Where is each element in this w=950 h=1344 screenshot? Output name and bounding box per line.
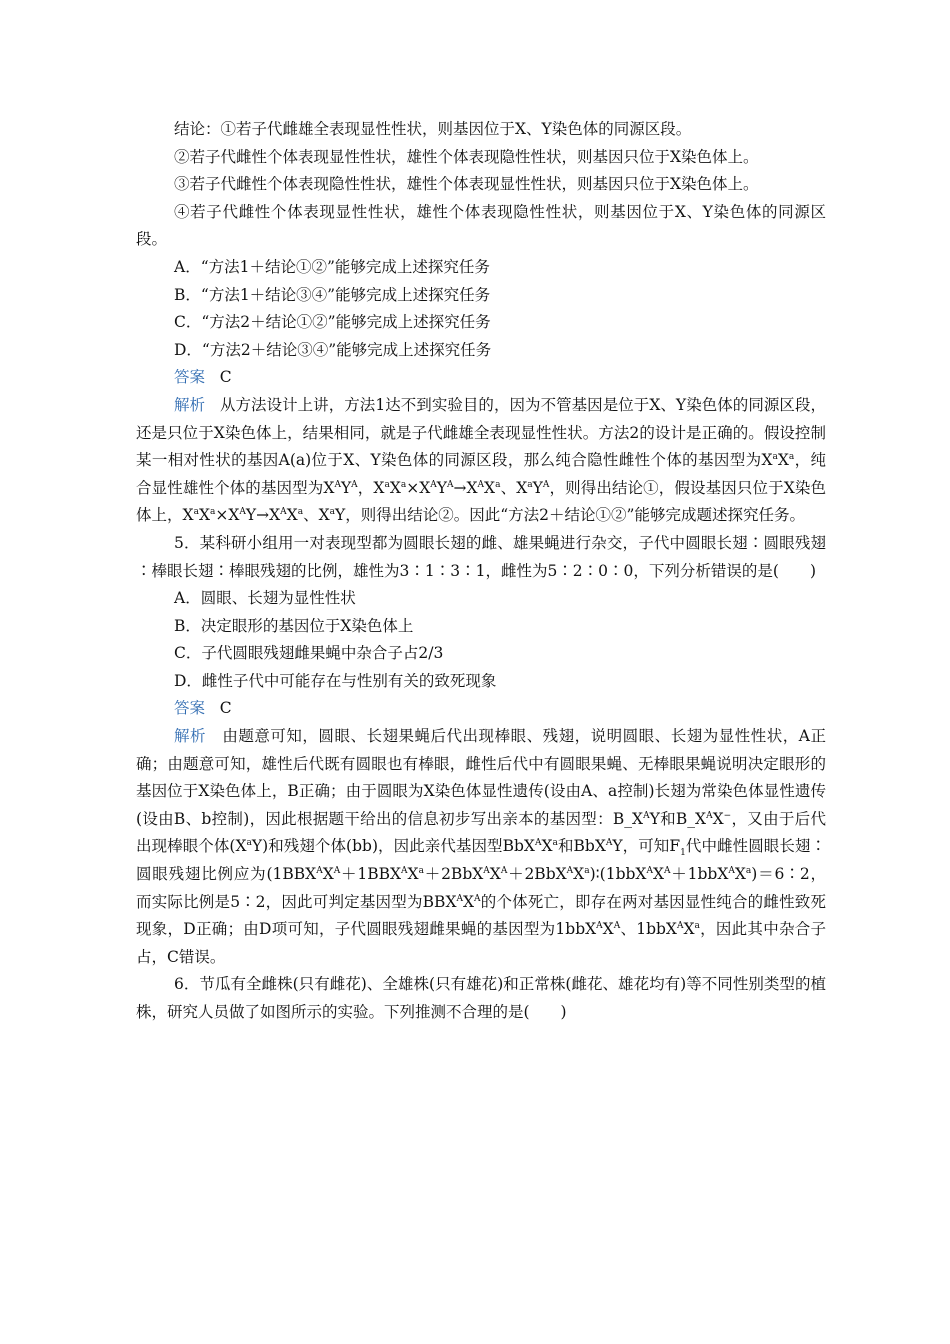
conclusion-2: ②若子代雌性个体表现显性性状，雄性个体表现隐性性状，则基因只位于X染色体上。 [174, 147, 759, 166]
conclusion-1: 结论：①若子代雌雄全表现显性性状，则基因位于X、Y染色体的同源区段。 [174, 120, 692, 138]
q4-option-c: C．“方法2＋结论①②”能够完成上述探究任务 [174, 313, 491, 332]
answer-value: C [219, 699, 232, 718]
analysis-text-e: 代中雌性圆眼长翅∶圆眼残翅比例应为 [136, 837, 826, 884]
answer-label: 答案 [174, 699, 206, 718]
document-page [136, 116, 826, 1027]
q5-analysis: 解析 由题意可知，圆眼、长翅果蝇后代出现棒眼、残翅，说明圆眼、长翅为显性性状，A正确；由题意可知，雄性后代既有圆眼也有棒眼，雌性后代中有圆眼果蝇、无棒眼果蝇说明决定眼形的基因位于X染色体上，B正确；由于圆眼为X染色体显性遗传(设由A、a控制)长翅为常染色体显性遗传(设由B、b控制)，因此根据题干给出的信息初步写出亲本的基因型：$B\_X^AY$和$B\_X^AX^-$，又由于后代出现棒眼个体$(X^aY)$和残翅个体(bb)，因此亲代基因型$BbX^AX^a$和BbX$^A$Y，可知$F_1$代中雌性圆眼长翅∶圆眼残翅比例应为$(1BBX^AX^A+1BBX^AX^a+2BbX^AX^A+2BbX^AX^a)∶(1bbX^AX^A+1bbX^AX^a)=6∶2$，而实际比例是5∶2，因此可判定基因型为$BBX^AX^A$的个体死亡，即存在两对基因显性纯合的雌性致死现象，D正确；由D项可知，子代圆眼残翅雌果蝇的基因型为$1bbX^AX^A$、$1bbX^AX^a$，因此其中杂合子占，C错误。 [136, 727, 826, 966]
q4-analysis: 解析 从方法设计上讲，方法1达不到实验目的，因为不管基因是位于X、Y染色体的同源区段，还是只位于X染色体上，结果相同，就是子代雌雄全表现显性性状。方法2的设计是正确的。假设控制某一相对性状的基因A(a)位于X、Y染色体的同源区段，那么纯合隐性雌性个体的基因型为$X^aX^a$，纯合显性雄性个体的基因型为$X^AY^A$，$X^aX^a\times X^AY^A\to X^AX^a$、$X^aY^A$，则得出结论①，假设基因只位于X染色体上，$X^aX^a\times X^AY\to X^AX^a$、$X^aY$，则得出结论②。因此“方法2＋结论①②”能够完成题述探究任务。 [136, 395, 826, 525]
q6-stem: 6．节瓜有全雌株(只有雌花)、全雄株(只有雄花)和正常株(雌花、雄花均有)等不同性别类型的植株，研究人员做了如图所示的实验。下列推测不合理的是( ) [136, 975, 826, 1021]
conclusion-4: ④若子代雌性个体表现显性性状，雄性个体表现隐性性状，则基因位于X、Y染色体的同源区段。 [136, 202, 826, 249]
q5-option-c: C．子代圆眼残翅雌果蝇中杂合子占2/3 [174, 644, 444, 663]
analysis-text-1: 从方法设计上讲，方法1达不到实验目的，因为不管基因是位于X、Y染色体的同源区段，还是只位于X染色体上，结果相同，就是子代雌雄全表现显性性状。方法2的设计是正确的。假设控制某一相对性状的基因A(a)位于X、Y染色体的同源区段，那么纯合隐性雌性个体的基因型为 [136, 395, 826, 470]
analysis-text-g: 的个体死亡，即存在两对基因显性纯合的雌性致死现象，D正确；由D项可知，子代圆眼残翅雌果蝇的基因型为 [136, 892, 826, 939]
analysis-text-c: 和残翅个体(bb)，因此亲代基因型 [268, 837, 503, 856]
q4-option-d: D．“方法2＋结论③④”能够完成上述探究任务 [174, 340, 492, 359]
answer-value: C [219, 368, 232, 387]
analysis-text-b: ，又由于后代出现棒眼个体 [136, 809, 826, 856]
q4-answer [136, 364, 826, 392]
analysis-label: 解析 [174, 395, 206, 414]
analysis-text-4: ，则得出结论②。因此“方法2＋结论①②”能够完成题述探究任务。 [345, 506, 805, 525]
q5-answer [136, 695, 826, 723]
analysis-text-d: ，可知F [622, 837, 681, 856]
q5-option-b: B．决定眼形的基因位于X染色体上 [174, 616, 414, 635]
analysis-text-h: ，因此其中杂合子占，C错误。 [136, 920, 826, 966]
q4-option-a: A．“方法1＋结论①②”能够完成上述探究任务 [174, 257, 490, 276]
analysis-label: 解析 [174, 727, 207, 746]
conclusion-3: ③若子代雌性个体表现隐性性状，雄性个体表现显性性状，则基因只位于X染色体上。 [174, 175, 759, 194]
analysis-text-a: 由题意可知，圆眼、长翅果蝇后代出现棒眼、残翅，说明圆眼、长翅为显性性状，A正确；由题意可知，雄性后代既有圆眼也有棒眼，雌性后代中有圆眼果蝇、无棒眼果蝇说明决定眼形的基因位于X染色体上，B正确；由于圆眼为X染色体显性遗传(设由A、a控制)长翅为常染色体显性遗传(设由B、b控制)，因此根据题干给出的信息初步写出亲本的基因型： [136, 727, 826, 828]
answer-label: 答案 [174, 368, 206, 387]
q5-option-a: A．圆眼、长翅为显性性状 [174, 589, 356, 608]
analysis-text-2: ，纯合显性雄性个体的基因型为 [136, 451, 826, 497]
q5-option-d: D．雌性子代中可能存在与性别有关的致死现象 [174, 671, 497, 690]
q5-stem: 5．某科研小组用一对表现型都为圆眼长翅的雌、雄果蝇进行杂交，子代中圆眼长翅∶圆眼残翅∶棒眼长翅∶棒眼残翅的比例，雄性为3∶1∶3∶1，雌性为5∶2∶0∶0，下列分析错误的是( ) [136, 533, 826, 580]
q4-option-b: B．“方法1＋结论③④”能够完成上述探究任务 [174, 285, 491, 304]
analysis-text-3: ，则得出结论①，假设基因只位于X染色体上， [136, 478, 826, 525]
analysis-text-f: ＝6∶2，而实际比例是5∶2，因此可判定基因型为 [136, 865, 826, 911]
